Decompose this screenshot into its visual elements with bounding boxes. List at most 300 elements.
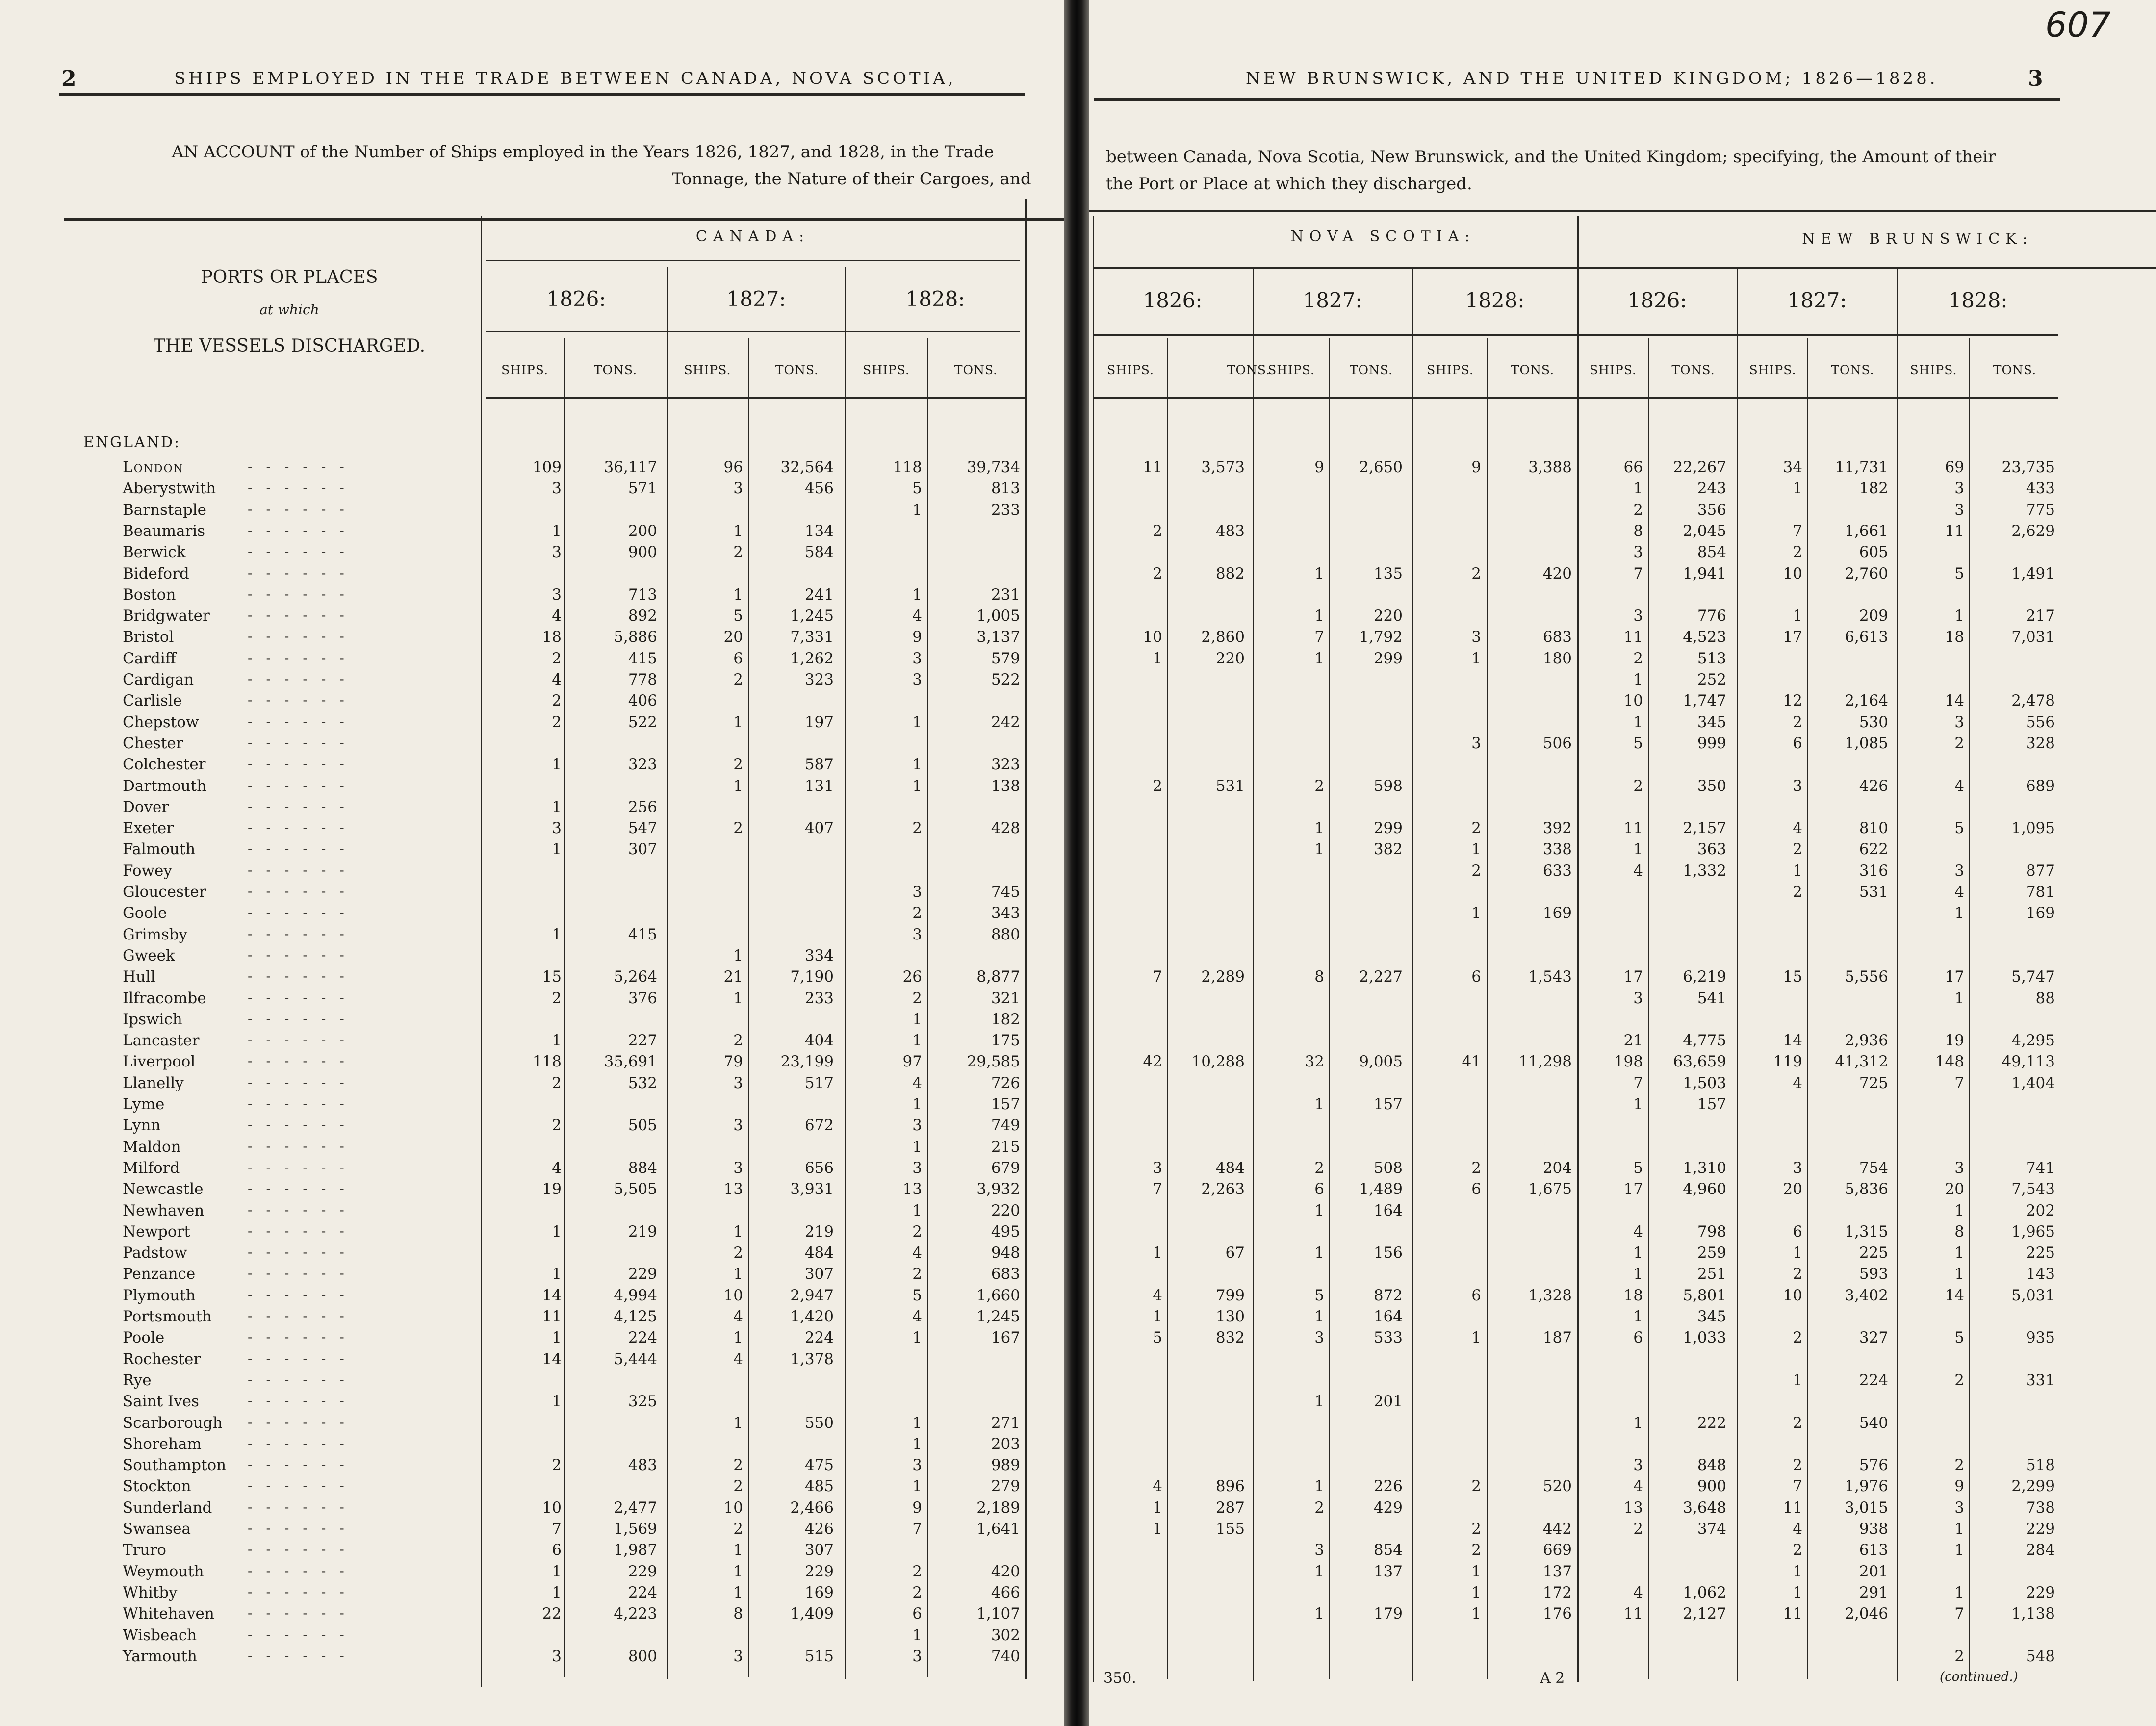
tons-cell: 508 xyxy=(1373,1159,1403,1177)
ships-cell: 3 xyxy=(1633,543,1643,561)
ships-cell: 4 xyxy=(1633,862,1643,880)
tons-cell: 88 xyxy=(2035,990,2055,1007)
ships-cell: 1 xyxy=(733,1563,743,1580)
ships-cell: 1 xyxy=(733,947,743,965)
ships-cell: 19 xyxy=(542,1180,562,1198)
tons-cell: 426 xyxy=(804,1520,834,1538)
tons-cell: 224 xyxy=(1859,1371,1888,1389)
tons-cell: 345 xyxy=(1697,1308,1726,1325)
port-name: Dover xyxy=(123,798,169,816)
ships-cell: 18 xyxy=(1945,628,1964,646)
tons-cell: 1,378 xyxy=(790,1350,834,1368)
tons-cell: 345 xyxy=(1697,713,1726,731)
tons-cell: 220 xyxy=(991,1202,1020,1219)
ships-cell: 1 xyxy=(1793,480,1802,497)
tons-cell: 229 xyxy=(2026,1584,2055,1601)
tons-cell: 226 xyxy=(1373,1477,1403,1495)
ships-cell: 5 xyxy=(1314,1287,1324,1304)
ships-cell: 1 xyxy=(1954,904,1964,922)
port-name: Dartmouth xyxy=(123,777,207,795)
ships-cell: 13 xyxy=(902,1180,922,1198)
tons-cell: 224 xyxy=(628,1584,657,1601)
tons-cell: 935 xyxy=(2026,1329,2055,1346)
ships-cell: 69 xyxy=(1945,458,1964,476)
right-title-line1: between Canada, Nova Scotia, New Brunswick, and the United Kingdom; specifying, the Amount of their xyxy=(1106,147,1996,167)
tons-cell: 338 xyxy=(1542,840,1572,858)
tons-cell: 3,015 xyxy=(1845,1499,1888,1517)
ships-cell: 1 xyxy=(1314,1605,1324,1623)
region-england: ENGLAND: xyxy=(83,434,181,451)
tons-cell: 1,660 xyxy=(976,1287,1020,1304)
ships-cell: 1 xyxy=(1153,1520,1162,1538)
tons-cell: 948 xyxy=(991,1244,1020,1262)
tons-cell: 39,734 xyxy=(967,458,1020,476)
ships-cell: 4 xyxy=(1793,1074,1802,1092)
ships-cell: 2 xyxy=(552,990,562,1007)
right-title-line2: the Port or Place at which they discharged. xyxy=(1106,174,1472,194)
ships-cell: 4 xyxy=(552,1159,562,1177)
tons-cell: 672 xyxy=(804,1117,834,1134)
tons-cell: 8,877 xyxy=(976,968,1020,986)
tons-cell: 999 xyxy=(1697,735,1726,752)
ships-cell: 11 xyxy=(1623,819,1643,837)
ships-cell: 2 xyxy=(912,990,922,1007)
tons-cell: 683 xyxy=(991,1265,1020,1283)
ships-cell: 7 xyxy=(1153,968,1162,986)
tons-header: TONS. xyxy=(1511,363,1555,377)
tons-cell: 323 xyxy=(628,756,657,773)
ships-cell: 13 xyxy=(723,1180,743,1198)
port-name: Bristol xyxy=(123,628,174,646)
ships-cell: 3 xyxy=(912,883,922,901)
tons-cell: 745 xyxy=(991,883,1020,901)
ships-cell: 2 xyxy=(1633,650,1643,667)
port-name: Colchester xyxy=(123,756,206,773)
tons-cell: 187 xyxy=(1542,1329,1572,1346)
leader-dots: ------ xyxy=(248,1499,358,1515)
ships-cell: 14 xyxy=(1945,692,1964,710)
ships-cell: 1 xyxy=(1793,862,1802,880)
port-name: Weymouth xyxy=(123,1563,204,1580)
tons-cell: 259 xyxy=(1697,1244,1726,1262)
ships-cell: 1 xyxy=(1471,1584,1481,1601)
ships-cell: 10 xyxy=(1623,692,1643,710)
tons-cell: 180 xyxy=(1542,650,1572,667)
tons-cell: 5,505 xyxy=(614,1180,657,1198)
tons-cell: 307 xyxy=(628,840,657,858)
tons-cell: 182 xyxy=(1859,480,1888,497)
ships-cell: 3 xyxy=(1314,1541,1324,1559)
ships-cell: 14 xyxy=(542,1350,562,1368)
ships-header: SHIPS. xyxy=(1107,363,1154,377)
tons-cell: 1,543 xyxy=(1528,968,1572,986)
ships-cell: 1 xyxy=(733,1329,743,1346)
tons-cell: 799 xyxy=(1215,1287,1245,1304)
tons-cell: 540 xyxy=(1859,1414,1888,1432)
ships-cell: 1 xyxy=(1471,1329,1481,1346)
port-name: Newport xyxy=(123,1223,190,1241)
ships-cell: 4 xyxy=(912,1074,922,1092)
ships-cell: 42 xyxy=(1143,1053,1162,1070)
tons-cell: 182 xyxy=(991,1011,1020,1028)
right-subheader-rule xyxy=(1094,397,2058,399)
tons-cell: 2,046 xyxy=(1845,1605,1888,1623)
tons-cell: 287 xyxy=(1215,1499,1245,1517)
port-name: Lyme xyxy=(123,1095,165,1113)
ships-cell: 11 xyxy=(1783,1499,1802,1517)
ships-cell: 1 xyxy=(1793,1244,1802,1262)
ships-cell: 11 xyxy=(1945,522,1964,540)
ships-cell: 3 xyxy=(1633,990,1643,1007)
leader-dots: ------ xyxy=(248,692,358,708)
tons-cell: 613 xyxy=(1859,1541,1888,1559)
tons-cell: 131 xyxy=(804,777,834,795)
tons-cell: 222 xyxy=(1697,1414,1726,1432)
tons-cell: 219 xyxy=(628,1223,657,1241)
ships-cell: 2 xyxy=(552,1456,562,1474)
ships-cell: 5 xyxy=(1954,565,1964,583)
ships-cell: 2 xyxy=(912,819,922,837)
port-name: Exeter xyxy=(123,819,174,837)
ships-cell: 3 xyxy=(733,1117,743,1134)
ships-cell: 4 xyxy=(1793,1520,1802,1538)
port-name: Gweek xyxy=(123,947,175,965)
ships-cell: 1 xyxy=(1471,840,1481,858)
ships-cell: 3 xyxy=(552,543,562,561)
ships-cell: 1 xyxy=(1314,1202,1324,1219)
ships-cell: 5 xyxy=(912,1287,922,1304)
ships-cell: 2 xyxy=(1793,840,1802,858)
leader-dots: ------ xyxy=(248,1011,358,1027)
tons-cell: 2,477 xyxy=(614,1499,657,1517)
canada-1828-tons: TONS. xyxy=(954,363,998,377)
tons-cell: 571 xyxy=(628,480,657,497)
tons-cell: 169 xyxy=(1542,904,1572,922)
ships-cell: 66 xyxy=(1623,458,1643,476)
tons-cell: 854 xyxy=(1697,543,1726,561)
canada-1827-tons: TONS. xyxy=(775,363,819,377)
tons-cell: 215 xyxy=(991,1138,1020,1156)
ships-cell: 3 xyxy=(1793,777,1802,795)
ships-cell: 3 xyxy=(912,926,922,943)
ships-cell: 198 xyxy=(1614,1053,1643,1070)
leader-dots: ------ xyxy=(248,1053,358,1069)
tons-cell: 547 xyxy=(628,819,657,837)
tons-cell: 749 xyxy=(991,1117,1020,1134)
ships-cell: 4 xyxy=(552,607,562,625)
tons-cell: 404 xyxy=(804,1032,834,1049)
ships-cell: 17 xyxy=(1623,968,1643,986)
tons-cell: 219 xyxy=(804,1223,834,1241)
ships-cell: 32 xyxy=(1305,1053,1324,1070)
ships-cell: 3 xyxy=(552,480,562,497)
ships-cell: 1 xyxy=(912,1011,922,1028)
port-name: Milford xyxy=(123,1159,180,1177)
tons-cell: 584 xyxy=(804,543,834,561)
ships-cell: 1 xyxy=(912,1202,922,1219)
port-name: Boston xyxy=(123,586,176,604)
ships-cell: 4 xyxy=(1153,1477,1162,1495)
tons-cell: 522 xyxy=(628,713,657,731)
nb-rule-a xyxy=(1648,338,1649,1679)
tons-cell: 229 xyxy=(2026,1520,2055,1538)
ships-cell: 2 xyxy=(1793,1265,1802,1283)
right-start-rule xyxy=(1093,216,1094,1682)
tons-cell: 323 xyxy=(991,756,1020,773)
ships-cell: 1 xyxy=(1471,904,1481,922)
tons-cell: 6,613 xyxy=(1845,628,1888,646)
colony-nova-scotia: NOVA SCOTIA: xyxy=(1290,228,1476,245)
tons-cell: 271 xyxy=(991,1414,1020,1432)
tons-cell: 2,760 xyxy=(1845,565,1888,583)
ships-cell: 1 xyxy=(552,1223,562,1241)
tons-cell: 233 xyxy=(991,501,1020,519)
ships-header: SHIPS. xyxy=(1590,363,1637,377)
tons-cell: 513 xyxy=(1697,650,1726,667)
ships-cell: 18 xyxy=(1623,1287,1643,1304)
canada-subrule xyxy=(486,260,1020,261)
tons-cell: 2,157 xyxy=(1683,819,1726,837)
ships-cell: 2 xyxy=(1793,1456,1802,1474)
tons-cell: 302 xyxy=(991,1626,1020,1644)
ships-cell: 2 xyxy=(1153,565,1162,583)
tons-cell: 506 xyxy=(1542,735,1572,752)
ships-cell: 1 xyxy=(912,501,922,519)
tons-cell: 2,164 xyxy=(1845,692,1888,710)
tons-cell: 321 xyxy=(991,990,1020,1007)
ships-cell: 7 xyxy=(1153,1180,1162,1198)
ships-cell: 96 xyxy=(723,458,743,476)
port-name: Ilfracombe xyxy=(123,990,206,1007)
tons-cell: 1,262 xyxy=(790,650,834,667)
ships-cell: 2 xyxy=(1793,1414,1802,1432)
tons-cell: 1,792 xyxy=(1359,628,1403,646)
ships-cell: 2 xyxy=(1793,1541,1802,1559)
tons-cell: 633 xyxy=(1542,862,1572,880)
ships-cell: 1 xyxy=(552,1329,562,1346)
tons-cell: 1,107 xyxy=(976,1605,1020,1623)
tons-cell: 241 xyxy=(804,586,834,604)
left-title-line2: Tonnage, the Nature of their Cargoes, and xyxy=(672,169,1031,189)
tons-cell: 209 xyxy=(1859,607,1888,625)
tons-cell: 1,569 xyxy=(614,1520,657,1538)
ships-cell: 2 xyxy=(1314,777,1324,795)
ships-cell: 4 xyxy=(1633,1584,1643,1601)
leader-dots: ------ xyxy=(248,1223,358,1239)
tons-cell: 7,543 xyxy=(2011,1180,2055,1198)
colony-canada: CANADA: xyxy=(695,228,810,245)
ships-cell: 21 xyxy=(723,968,743,986)
ships-cell: 10 xyxy=(1783,1287,1802,1304)
ships-cell: 18 xyxy=(542,628,562,646)
tons-cell: 3,931 xyxy=(790,1180,834,1198)
tons-cell: 343 xyxy=(991,904,1020,922)
port-name: Aberystwith xyxy=(123,480,216,497)
leader-dots: ------ xyxy=(248,713,358,730)
port-name: Cardigan xyxy=(123,671,194,688)
tons-cell: 884 xyxy=(628,1159,657,1177)
ships-cell: 6 xyxy=(733,650,743,667)
tons-cell: 11,298 xyxy=(1518,1053,1572,1070)
ships-cell: 4 xyxy=(733,1308,743,1325)
tons-header: TONS. xyxy=(1349,363,1393,377)
leader-dots: ------ xyxy=(248,1159,358,1175)
leader-dots: ------ xyxy=(248,798,358,814)
tons-cell: 49,113 xyxy=(2002,1053,2055,1070)
ships-cell: 1 xyxy=(1633,671,1643,688)
left-page xyxy=(0,0,1064,1726)
ships-cell: 1 xyxy=(1314,1308,1324,1325)
left-page-number: 2 xyxy=(61,66,77,91)
ships-cell: 5 xyxy=(1633,735,1643,752)
tons-cell: 2,289 xyxy=(1201,968,1245,986)
tons-cell: 350 xyxy=(1697,777,1726,795)
tons-header: TONS. xyxy=(1671,363,1715,377)
tons-cell: 204 xyxy=(1542,1159,1572,1177)
ships-cell: 2 xyxy=(912,904,922,922)
ships-cell: 6 xyxy=(1471,1287,1481,1304)
ships-cell: 2 xyxy=(733,819,743,837)
tons-cell: 137 xyxy=(1542,1563,1572,1580)
ports-heading-line3: THE VESSELS DISCHARGED. xyxy=(153,336,426,356)
tons-cell: 155 xyxy=(1215,1520,1245,1538)
ships-cell: 1 xyxy=(1954,990,1964,1007)
nb-year-1826: 1826: xyxy=(1627,288,1687,312)
tons-header: TONS. xyxy=(1993,363,2037,377)
tons-cell: 1,641 xyxy=(976,1520,1020,1538)
tons-cell: 157 xyxy=(1697,1095,1726,1113)
leader-dots: ------ xyxy=(248,628,358,644)
port-name: Bideford xyxy=(123,565,189,583)
tons-cell: 2,045 xyxy=(1683,522,1726,540)
port-name: Carlisle xyxy=(123,692,182,710)
tons-cell: 989 xyxy=(991,1456,1020,1474)
leader-dots: ------ xyxy=(248,840,358,857)
tons-cell: 530 xyxy=(1859,713,1888,731)
ships-cell: 2 xyxy=(733,1032,743,1049)
ships-cell: 1 xyxy=(1153,1244,1162,1262)
ships-cell: 2 xyxy=(552,1117,562,1134)
tons-cell: 605 xyxy=(1859,543,1888,561)
leader-dots: ------ xyxy=(248,1202,358,1218)
ships-cell: 2 xyxy=(912,1265,922,1283)
ships-cell: 3 xyxy=(1633,1456,1643,1474)
tons-cell: 201 xyxy=(1373,1393,1403,1410)
ships-cell: 1 xyxy=(733,1265,743,1283)
ships-cell: 11 xyxy=(1623,1605,1643,1623)
tons-cell: 515 xyxy=(804,1648,834,1665)
tons-cell: 172 xyxy=(1542,1584,1572,1601)
tons-cell: 1,503 xyxy=(1683,1074,1726,1092)
ships-cell: 41 xyxy=(1462,1053,1481,1070)
tons-cell: 23,735 xyxy=(2002,458,2055,476)
tons-cell: 5,801 xyxy=(1683,1287,1726,1304)
port-name: Padstow xyxy=(123,1244,187,1262)
tons-cell: 579 xyxy=(991,650,1020,667)
tons-cell: 225 xyxy=(2026,1244,2055,1262)
tons-cell: 415 xyxy=(628,926,657,943)
tons-cell: 2,466 xyxy=(790,1499,834,1517)
ships-cell: 1 xyxy=(1471,650,1481,667)
ships-cell: 7 xyxy=(1314,628,1324,646)
tons-cell: 872 xyxy=(1373,1287,1403,1304)
ships-cell: 13 xyxy=(1623,1499,1643,1517)
ships-cell: 2 xyxy=(1633,1520,1643,1538)
ships-cell: 2 xyxy=(1471,565,1481,583)
port-name: Chepstow xyxy=(123,713,199,731)
tons-cell: 484 xyxy=(1215,1159,1245,1177)
tons-cell: 1,328 xyxy=(1528,1287,1572,1304)
ships-header: SHIPS. xyxy=(1427,363,1474,377)
tons-cell: 23,199 xyxy=(780,1053,834,1070)
port-name: Rochester xyxy=(123,1350,201,1368)
port-name: Berwick xyxy=(123,543,186,561)
canada-1828-ships: SHIPS. xyxy=(863,363,910,377)
ships-cell: 8 xyxy=(1314,968,1324,986)
ships-cell: 1 xyxy=(912,1095,922,1113)
ships-cell: 7 xyxy=(552,1520,562,1538)
ships-cell: 34 xyxy=(1783,458,1802,476)
port-name: Yarmouth xyxy=(123,1648,197,1665)
ships-cell: 1 xyxy=(1633,1095,1643,1113)
tons-cell: 3,573 xyxy=(1201,458,1245,476)
tons-cell: 392 xyxy=(1542,819,1572,837)
leader-dots: ------ xyxy=(248,1308,358,1324)
port-name: Goole xyxy=(123,904,167,922)
canada-col-rule-a xyxy=(564,338,565,1677)
ships-cell: 2 xyxy=(912,1223,922,1241)
port-name: London xyxy=(123,458,184,476)
ships-cell: 1 xyxy=(552,1393,562,1410)
ships-cell: 4 xyxy=(912,607,922,625)
tons-cell: 1,085 xyxy=(1845,735,1888,752)
left-table-top-rule xyxy=(64,218,1064,221)
ships-cell: 2 xyxy=(552,650,562,667)
ships-cell: 6 xyxy=(1314,1180,1324,1198)
ships-cell: 2 xyxy=(1954,1648,1964,1665)
ships-cell: 1 xyxy=(1954,1520,1964,1538)
port-name: Whitby xyxy=(123,1584,178,1601)
ships-cell: 4 xyxy=(912,1308,922,1325)
ships-cell: 1 xyxy=(552,1563,562,1580)
ships-cell: 5 xyxy=(1954,1329,1964,1346)
tons-cell: 2,189 xyxy=(976,1499,1020,1517)
nb-year-1828: 1828: xyxy=(1948,288,2008,312)
tons-cell: 134 xyxy=(804,522,834,540)
port-name: Plymouth xyxy=(123,1287,196,1304)
tons-cell: 466 xyxy=(991,1584,1020,1601)
ships-cell: 4 xyxy=(1633,1477,1643,1495)
ships-cell: 1 xyxy=(912,777,922,795)
tons-cell: 669 xyxy=(1542,1541,1572,1559)
tons-cell: 323 xyxy=(804,671,834,688)
tons-cell: 442 xyxy=(1542,1520,1572,1538)
tons-cell: 229 xyxy=(628,1563,657,1580)
leader-dots: ------ xyxy=(248,1414,358,1430)
tons-cell: 1,005 xyxy=(976,607,1020,625)
leader-dots: ------ xyxy=(248,671,358,687)
ships-cell: 2 xyxy=(1793,713,1802,731)
tons-cell: 229 xyxy=(804,1563,834,1580)
tons-cell: 200 xyxy=(628,522,657,540)
ships-cell: 1 xyxy=(1633,840,1643,858)
tons-cell: 754 xyxy=(1859,1159,1888,1177)
ships-cell: 1 xyxy=(1471,1563,1481,1580)
tons-cell: 316 xyxy=(1859,862,1888,880)
ships-cell: 10 xyxy=(1143,628,1162,646)
ports-column-rule xyxy=(481,216,482,1687)
leader-dots: ------ xyxy=(248,522,358,538)
